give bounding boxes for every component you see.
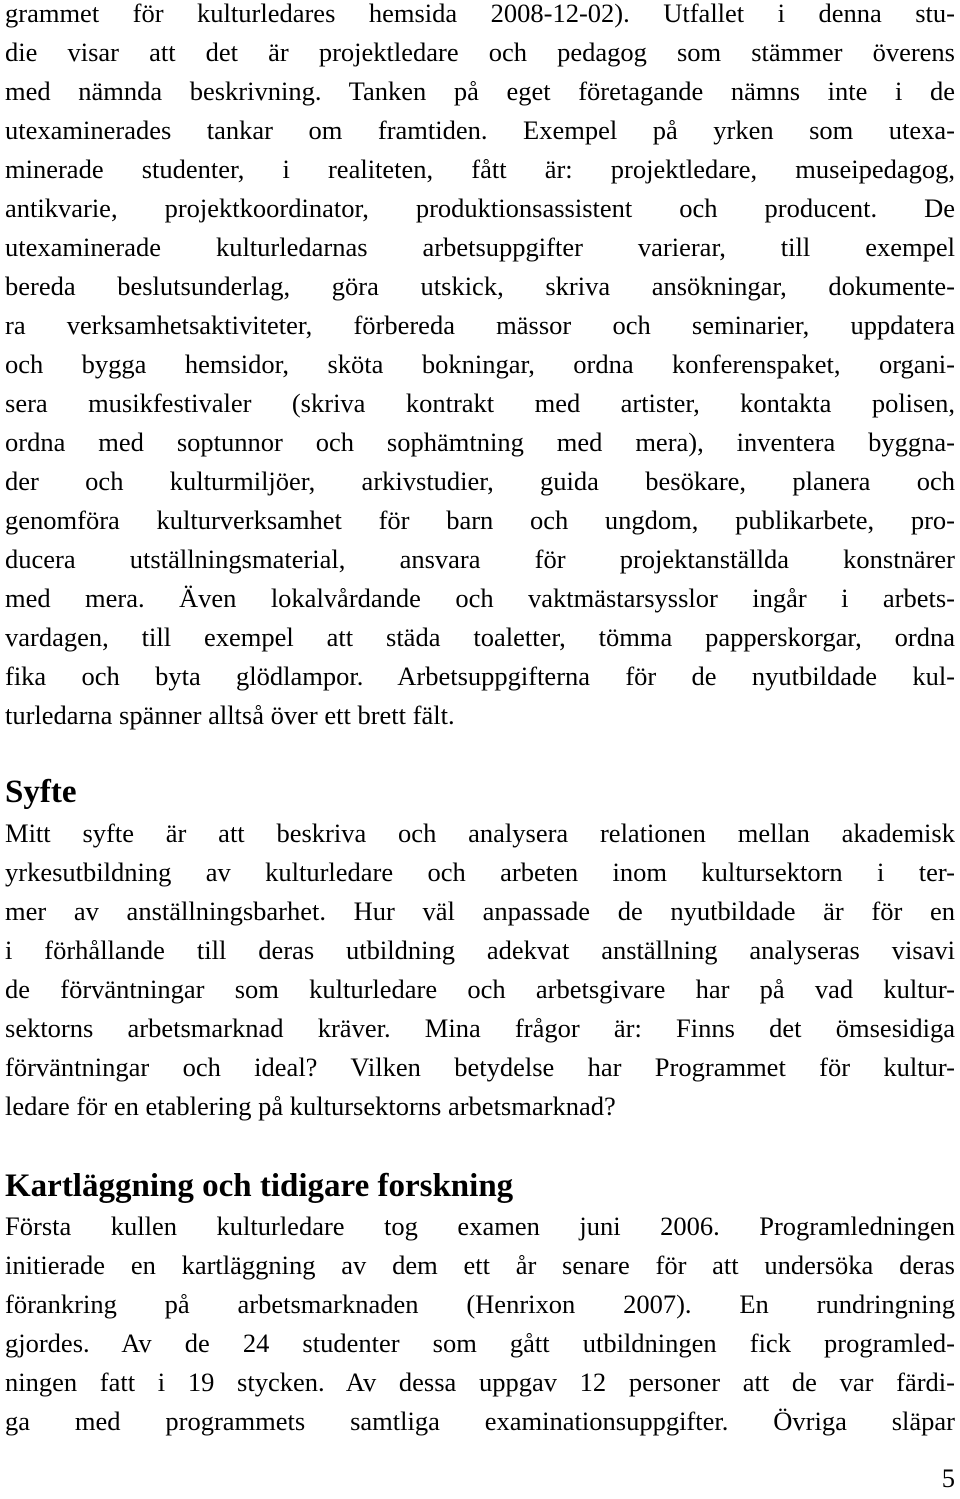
text-line: och bygga hemsidor, sköta bokningar, ordna konferenspaket, organi- — [5, 349, 955, 379]
text-line: med mera. Även lokalvårdande och vaktmästarsysslor ingår i arbets- — [5, 583, 955, 613]
text-line: vardagen, till exempel att städa toaletter, tömma papperskorgar, ordna — [5, 622, 955, 652]
text-line: ra verksamhetsaktiviteter, förbereda mässor och seminarier, uppdatera — [5, 310, 955, 340]
text-line: initierade en kartläggning av dem ett år senare för att undersöka deras — [5, 1250, 955, 1280]
text-line: ga med programmets samtliga examinationsuppgifter. Övriga släpar — [5, 1406, 955, 1436]
section-heading-kartlaggning: Kartläggning och tidigare forskning — [5, 1168, 514, 1204]
text-line: yrkesutbildning av kulturledare och arbeten inom kultursektorn i ter- — [5, 857, 955, 887]
text-line: Mitt syfte är att beskriva och analysera relationen mellan akademisk — [5, 818, 955, 848]
text-line: ledare för en etablering på kultursektorns arbetsmarknad? — [5, 1091, 616, 1121]
page-number: 5 — [941, 1463, 955, 1493]
text-line: ducera utställningsmaterial, ansvara för projektanställda konstnärer — [5, 544, 955, 574]
text-line: die visar att det är projektledare och pedagog som stämmer överens — [5, 37, 955, 67]
body-paragraph-intro — [5, 0, 955, 735]
text-line: utexaminerades tankar om framtiden. Exempel på yrken som utexa- — [5, 115, 955, 145]
text-line: i förhållande till deras utbildning adekvat anställning analyseras visavi — [5, 935, 955, 965]
text-line: ordna med soptunnor och sophämtning med mera), inventera byggna- — [5, 427, 955, 457]
body-paragraph-kartlaggning — [5, 1207, 955, 1441]
text-line: utexaminerade kulturledarnas arbetsuppgifter varierar, till exempel — [5, 232, 955, 262]
text-line: bereda beslutsunderlag, göra utskick, skriva ansökningar, dokumente- — [5, 271, 955, 301]
text-line: grammet för kulturledares hemsida 2008-12-02). Utfallet i denna stu- — [5, 0, 955, 28]
text-line: antikvarie, projektkoordinator, produktionsassistent och producent. De — [5, 193, 955, 223]
text-line: med nämnda beskrivning. Tanken på eget företagande nämns inte i de — [5, 76, 955, 106]
text-line: turledarna spänner alltså över ett brett fält. — [5, 700, 455, 730]
body-paragraph-syfte — [5, 814, 955, 1126]
text-line: sera musikfestivaler (skriva kontrakt med artister, kontakta polisen, — [5, 388, 955, 418]
text-line: förankring på arbetsmarknaden (Henrixon 2007). En rundringning — [5, 1289, 955, 1319]
text-line: mer av anställningsbarhet. Hur väl anpassade de nyutbildade är för en — [5, 896, 955, 926]
text-line: de förväntningar som kulturledare och arbetsgivare har på vad kultur- — [5, 974, 955, 1004]
text-line: sektorns arbetsmarknad kräver. Mina frågor är: Finns det ömsesidiga — [5, 1013, 955, 1043]
text-line: fika och byta glödlampor. Arbetsuppgifterna för de nyutbildade kul- — [5, 661, 955, 691]
text-line: minerade studenter, i realiteten, fått är: projektledare, museipedagog, — [5, 154, 955, 184]
text-line: gjordes. Av de 24 studenter som gått utbildningen fick programled- — [5, 1328, 955, 1358]
text-line: der och kulturmiljöer, arkivstudier, guida besökare, planera och — [5, 466, 955, 496]
text-line: ningen fatt i 19 stycken. Av dessa uppgav 12 personer att de var färdi- — [5, 1367, 955, 1397]
text-line: förväntningar och ideal? Vilken betydelse har Programmet för kultur- — [5, 1052, 955, 1082]
section-heading-syfte: Syfte — [5, 774, 77, 810]
text-line: genomföra kulturverksamhet för barn och ungdom, publikarbete, pro- — [5, 505, 955, 535]
text-line: Första kullen kulturledare tog examen juni 2006. Programledningen — [5, 1211, 955, 1241]
